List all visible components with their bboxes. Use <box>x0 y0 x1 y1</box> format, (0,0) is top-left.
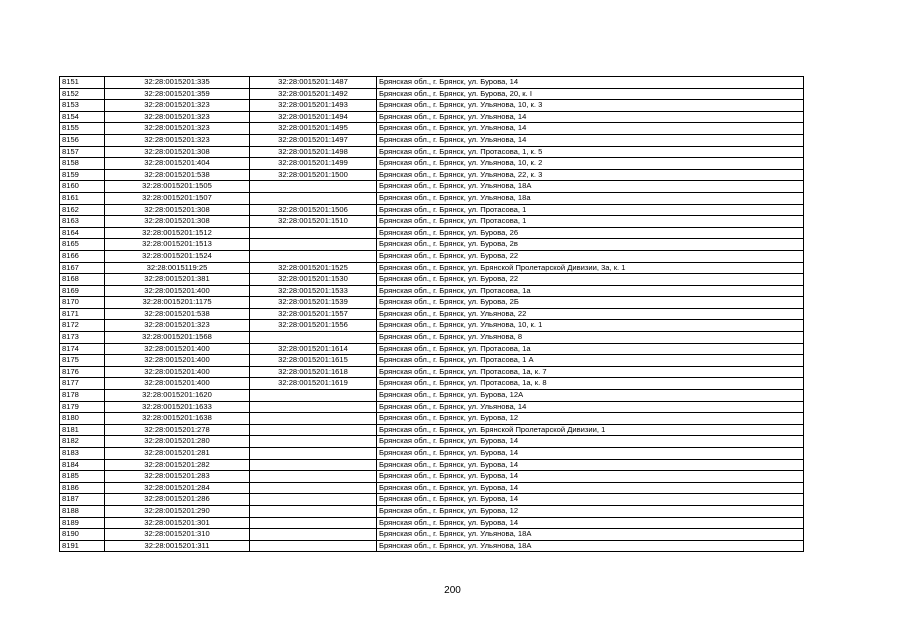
address-cell: Брянская обл., г. Брянск, ул. Бурова, 14 <box>377 448 804 460</box>
table-row <box>60 448 804 460</box>
address-cell: Брянская обл., г. Брянск, ул. Бурова, 2в <box>377 239 804 251</box>
row-number-cell: 8173 <box>60 332 105 344</box>
row-number-cell: 8159 <box>60 169 105 181</box>
cadastral-number-cell: 32:28:0015201:538 <box>105 169 250 181</box>
row-number-cell: 8151 <box>60 77 105 89</box>
row-number-cell: 8164 <box>60 227 105 239</box>
cadastral-number-cell: 32:28:0015201:290 <box>105 505 250 517</box>
row-number-cell: 8188 <box>60 505 105 517</box>
related-cadastral-number-cell: 32:28:0015201:1533 <box>250 285 377 297</box>
row-number-cell: 8186 <box>60 482 105 494</box>
cadastral-number-cell: 32:28:0015201:283 <box>105 471 250 483</box>
row-number-cell: 8178 <box>60 390 105 402</box>
table-row <box>60 123 804 135</box>
cadastral-number-cell: 32:28:0015201:1568 <box>105 332 250 344</box>
address-cell: Брянская обл., г. Брянск, ул. Бурова, 14 <box>377 471 804 483</box>
related-cadastral-number-cell <box>250 332 377 344</box>
related-cadastral-number-cell <box>250 413 377 425</box>
cadastral-number-cell: 32:28:0015201:1507 <box>105 192 250 204</box>
address-cell: Брянская обл., г. Брянск, ул. Ульянова, 14 <box>377 401 804 413</box>
cadastral-number-cell: 32:28:0015201:323 <box>105 134 250 146</box>
cadastral-number-cell: 32:28:0015201:282 <box>105 459 250 471</box>
cadastral-number-cell: 32:28:0015201:301 <box>105 517 250 529</box>
table-row <box>60 366 804 378</box>
row-number-cell: 8170 <box>60 297 105 309</box>
related-cadastral-number-cell <box>250 424 377 436</box>
table-row <box>60 540 804 552</box>
row-number-cell: 8166 <box>60 250 105 262</box>
cadastral-number-cell: 32:28:0015201:1638 <box>105 413 250 425</box>
address-cell: Брянская обл., г. Брянск, ул. Ульянова, 14 <box>377 111 804 123</box>
table-row <box>60 378 804 390</box>
cadastral-number-cell: 32:28:0015201:323 <box>105 111 250 123</box>
row-number-cell: 8187 <box>60 494 105 506</box>
row-number-cell: 8152 <box>60 88 105 100</box>
cadastral-number-cell: 32:28:0015201:308 <box>105 204 250 216</box>
row-number-cell: 8174 <box>60 343 105 355</box>
table-row <box>60 424 804 436</box>
address-cell: Брянская обл., г. Брянск, ул. Бурова, 14 <box>377 459 804 471</box>
row-number-cell: 8163 <box>60 216 105 228</box>
cadastral-number-cell: 32:28:0015201:400 <box>105 378 250 390</box>
cadastral-number-cell: 32:28:0015201:1513 <box>105 239 250 251</box>
related-cadastral-number-cell <box>250 459 377 471</box>
related-cadastral-number-cell: 32:28:0015201:1499 <box>250 158 377 170</box>
related-cadastral-number-cell: 32:28:0015201:1557 <box>250 308 377 320</box>
table-row <box>60 111 804 123</box>
table-row <box>60 169 804 181</box>
cadastral-number-cell: 32:28:0015201:1505 <box>105 181 250 193</box>
related-cadastral-number-cell <box>250 390 377 402</box>
address-cell: Брянская обл., г. Брянск, ул. Бурова, 12 <box>377 413 804 425</box>
address-cell: Брянская обл., г. Брянск, ул. Бурова, 14 <box>377 517 804 529</box>
cadastral-number-cell: 32:28:0015201:359 <box>105 88 250 100</box>
cadastral-number-cell: 32:28:0015201:400 <box>105 355 250 367</box>
cadastral-number-cell: 32:28:0015201:323 <box>105 320 250 332</box>
row-number-cell: 8156 <box>60 134 105 146</box>
address-cell: Брянская обл., г. Брянск, ул. Протасова, 1 <box>377 204 804 216</box>
related-cadastral-number-cell: 32:28:0015201:1495 <box>250 123 377 135</box>
address-cell: Брянская обл., г. Брянск, ул. Бурова, 20, к. I <box>377 88 804 100</box>
address-cell: Брянская обл., г. Брянск, ул. Ульянова, 14 <box>377 134 804 146</box>
address-cell: Брянская обл., г. Брянск, ул. Ульянова, 10, к. 1 <box>377 320 804 332</box>
related-cadastral-number-cell: 32:28:0015201:1487 <box>250 77 377 89</box>
table-row <box>60 192 804 204</box>
table-row <box>60 343 804 355</box>
row-number-cell: 8167 <box>60 262 105 274</box>
property-register-table <box>59 76 804 552</box>
table-row <box>60 227 804 239</box>
table-row <box>60 100 804 112</box>
table-row <box>60 239 804 251</box>
cadastral-number-cell: 32:28:0015201:1633 <box>105 401 250 413</box>
related-cadastral-number-cell: 32:28:0015201:1493 <box>250 100 377 112</box>
address-cell: Брянская обл., г. Брянск, ул. Бурова, 2Б <box>377 297 804 309</box>
related-cadastral-number-cell <box>250 227 377 239</box>
related-cadastral-number-cell <box>250 482 377 494</box>
cadastral-number-cell: 32:28:0015201:311 <box>105 540 250 552</box>
related-cadastral-number-cell: 32:28:0015201:1530 <box>250 274 377 286</box>
table-row <box>60 204 804 216</box>
related-cadastral-number-cell <box>250 448 377 460</box>
row-number-cell: 8184 <box>60 459 105 471</box>
address-cell: Брянская обл., г. Брянск, ул. Протасова, 1а, к. 7 <box>377 366 804 378</box>
table-row <box>60 181 804 193</box>
row-number-cell: 8183 <box>60 448 105 460</box>
table-row <box>60 158 804 170</box>
address-cell: Брянская обл., г. Брянск, ул. Ульянова, 18а <box>377 192 804 204</box>
related-cadastral-number-cell <box>250 471 377 483</box>
related-cadastral-number-cell: 32:28:0015201:1556 <box>250 320 377 332</box>
table-row <box>60 482 804 494</box>
address-cell: Брянская обл., г. Брянск, ул. Брянской Пролетарской Дивизии, 1 <box>377 424 804 436</box>
cadastral-number-cell: 32:28:0015201:1175 <box>105 297 250 309</box>
address-cell: Брянская обл., г. Брянск, ул. Бурова, 14 <box>377 494 804 506</box>
related-cadastral-number-cell: 32:28:0015201:1494 <box>250 111 377 123</box>
table-row <box>60 401 804 413</box>
cadastral-number-cell: 32:28:0015201:308 <box>105 146 250 158</box>
row-number-cell: 8185 <box>60 471 105 483</box>
address-cell: Брянская обл., г. Брянск, ул. Протасова, 1 <box>377 216 804 228</box>
address-cell: Брянская обл., г. Брянск, ул. Протасова, 1, к. 5 <box>377 146 804 158</box>
address-cell: Брянская обл., г. Брянск, ул. Ульянова, 18А <box>377 181 804 193</box>
table-row <box>60 529 804 541</box>
table-row <box>60 250 804 262</box>
related-cadastral-number-cell: 32:28:0015201:1618 <box>250 366 377 378</box>
row-number-cell: 8157 <box>60 146 105 158</box>
table-row <box>60 285 804 297</box>
cadastral-number-cell: 32:28:0015201:280 <box>105 436 250 448</box>
cadastral-number-cell: 32:28:0015201:323 <box>105 100 250 112</box>
cadastral-number-cell: 32:28:0015201:381 <box>105 274 250 286</box>
table-row <box>60 320 804 332</box>
row-number-cell: 8189 <box>60 517 105 529</box>
cadastral-number-cell: 32:28:0015201:400 <box>105 366 250 378</box>
address-cell: Брянская обл., г. Брянск, ул. Протасова, 1 А <box>377 355 804 367</box>
address-cell: Брянская обл., г. Брянск, ул. Ульянова, 22 <box>377 308 804 320</box>
row-number-cell: 8162 <box>60 204 105 216</box>
related-cadastral-number-cell <box>250 540 377 552</box>
row-number-cell: 8190 <box>60 529 105 541</box>
row-number-cell: 8171 <box>60 308 105 320</box>
related-cadastral-number-cell: 32:28:0015201:1492 <box>250 88 377 100</box>
address-cell: Брянская обл., г. Брянск, ул. Ульянова, 22, к. 3 <box>377 169 804 181</box>
row-number-cell: 8169 <box>60 285 105 297</box>
address-cell: Брянская обл., г. Брянск, ул. Бурова, 12А <box>377 390 804 402</box>
cadastral-number-cell: 32:28:0015201:1620 <box>105 390 250 402</box>
cadastral-number-cell: 32:28:0015201:281 <box>105 448 250 460</box>
address-cell: Брянская обл., г. Брянск, ул. Бурова, 14 <box>377 436 804 448</box>
table-row <box>60 297 804 309</box>
row-number-cell: 8161 <box>60 192 105 204</box>
related-cadastral-number-cell: 32:28:0015201:1619 <box>250 378 377 390</box>
cadastral-number-cell: 32:28:0015201:538 <box>105 308 250 320</box>
cadastral-number-cell: 32:28:0015201:335 <box>105 77 250 89</box>
row-number-cell: 8181 <box>60 424 105 436</box>
table-row <box>60 471 804 483</box>
related-cadastral-number-cell <box>250 505 377 517</box>
table-row <box>60 262 804 274</box>
cadastral-number-cell: 32:28:0015119:25 <box>105 262 250 274</box>
row-number-cell: 8172 <box>60 320 105 332</box>
table-row <box>60 505 804 517</box>
table-row <box>60 390 804 402</box>
table-row <box>60 216 804 228</box>
row-number-cell: 8153 <box>60 100 105 112</box>
related-cadastral-number-cell <box>250 529 377 541</box>
row-number-cell: 8175 <box>60 355 105 367</box>
related-cadastral-number-cell <box>250 436 377 448</box>
related-cadastral-number-cell <box>250 494 377 506</box>
cadastral-number-cell: 32:28:0015201:286 <box>105 494 250 506</box>
row-number-cell: 8179 <box>60 401 105 413</box>
row-number-cell: 8191 <box>60 540 105 552</box>
cadastral-number-cell: 32:28:0015201:278 <box>105 424 250 436</box>
table-row <box>60 146 804 158</box>
cadastral-number-cell: 32:28:0015201:308 <box>105 216 250 228</box>
related-cadastral-number-cell <box>250 401 377 413</box>
cadastral-number-cell: 32:28:0015201:1512 <box>105 227 250 239</box>
related-cadastral-number-cell: 32:28:0015201:1539 <box>250 297 377 309</box>
related-cadastral-number-cell <box>250 250 377 262</box>
cadastral-number-cell: 32:28:0015201:1524 <box>105 250 250 262</box>
table-row <box>60 459 804 471</box>
address-cell: Брянская обл., г. Брянск, ул. Бурова, 22 <box>377 250 804 262</box>
address-cell: Брянская обл., г. Брянск, ул. Протасова, 1а, к. 8 <box>377 378 804 390</box>
address-cell: Брянская обл., г. Брянск, ул. Протасова, 1а <box>377 343 804 355</box>
table-body <box>60 77 804 552</box>
row-number-cell: 8176 <box>60 366 105 378</box>
row-number-cell: 8168 <box>60 274 105 286</box>
row-number-cell: 8160 <box>60 181 105 193</box>
page-number: 200 <box>444 585 461 596</box>
related-cadastral-number-cell: 32:28:0015201:1525 <box>250 262 377 274</box>
address-cell: Брянская обл., г. Брянск, ул. Ульянова, 18А <box>377 540 804 552</box>
table-row <box>60 413 804 425</box>
row-number-cell: 8177 <box>60 378 105 390</box>
address-cell: Брянская обл., г. Брянск, ул. Ульянова, 18А <box>377 529 804 541</box>
cadastral-number-cell: 32:28:0015201:284 <box>105 482 250 494</box>
address-cell: Брянская обл., г. Брянск, ул. Бурова, 26 <box>377 227 804 239</box>
related-cadastral-number-cell: 32:28:0015201:1506 <box>250 204 377 216</box>
address-cell: Брянская обл., г. Брянск, ул. Ульянова, 14 <box>377 123 804 135</box>
table-row <box>60 355 804 367</box>
address-cell: Брянская обл., г. Брянск, ул. Брянской Пролетарской Дивизии, 3а, к. 1 <box>377 262 804 274</box>
related-cadastral-number-cell <box>250 192 377 204</box>
address-cell: Брянская обл., г. Брянск, ул. Ульянова, 10, к. 3 <box>377 100 804 112</box>
row-number-cell: 8180 <box>60 413 105 425</box>
related-cadastral-number-cell <box>250 239 377 251</box>
cadastral-number-cell: 32:28:0015201:310 <box>105 529 250 541</box>
table-row <box>60 517 804 529</box>
cadastral-number-cell: 32:28:0015201:400 <box>105 285 250 297</box>
table-row <box>60 494 804 506</box>
related-cadastral-number-cell: 32:28:0015201:1615 <box>250 355 377 367</box>
cadastral-number-cell: 32:28:0015201:323 <box>105 123 250 135</box>
address-cell: Брянская обл., г. Брянск, ул. Бурова, 14 <box>377 482 804 494</box>
related-cadastral-number-cell: 32:28:0015201:1510 <box>250 216 377 228</box>
row-number-cell: 8155 <box>60 123 105 135</box>
row-number-cell: 8158 <box>60 158 105 170</box>
related-cadastral-number-cell: 32:28:0015201:1500 <box>250 169 377 181</box>
related-cadastral-number-cell: 32:28:0015201:1614 <box>250 343 377 355</box>
address-cell: Брянская обл., г. Брянск, ул. Протасова, 1а <box>377 285 804 297</box>
table-row <box>60 134 804 146</box>
address-cell: Брянская обл., г. Брянск, ул. Ульянова, 10, к. 2 <box>377 158 804 170</box>
row-number-cell: 8182 <box>60 436 105 448</box>
related-cadastral-number-cell <box>250 181 377 193</box>
address-cell: Брянская обл., г. Брянск, ул. Ульянова, 8 <box>377 332 804 344</box>
table-row <box>60 274 804 286</box>
table-row <box>60 88 804 100</box>
table-row <box>60 332 804 344</box>
table-row <box>60 436 804 448</box>
address-cell: Брянская обл., г. Брянск, ул. Бурова, 22 <box>377 274 804 286</box>
related-cadastral-number-cell: 32:28:0015201:1498 <box>250 146 377 158</box>
address-cell: Брянская обл., г. Брянск, ул. Бурова, 12 <box>377 505 804 517</box>
row-number-cell: 8154 <box>60 111 105 123</box>
cadastral-number-cell: 32:28:0015201:404 <box>105 158 250 170</box>
table-row <box>60 77 804 89</box>
row-number-cell: 8165 <box>60 239 105 251</box>
related-cadastral-number-cell: 32:28:0015201:1497 <box>250 134 377 146</box>
address-cell: Брянская обл., г. Брянск, ул. Бурова, 14 <box>377 77 804 89</box>
related-cadastral-number-cell <box>250 517 377 529</box>
table-row <box>60 308 804 320</box>
cadastral-number-cell: 32:28:0015201:400 <box>105 343 250 355</box>
